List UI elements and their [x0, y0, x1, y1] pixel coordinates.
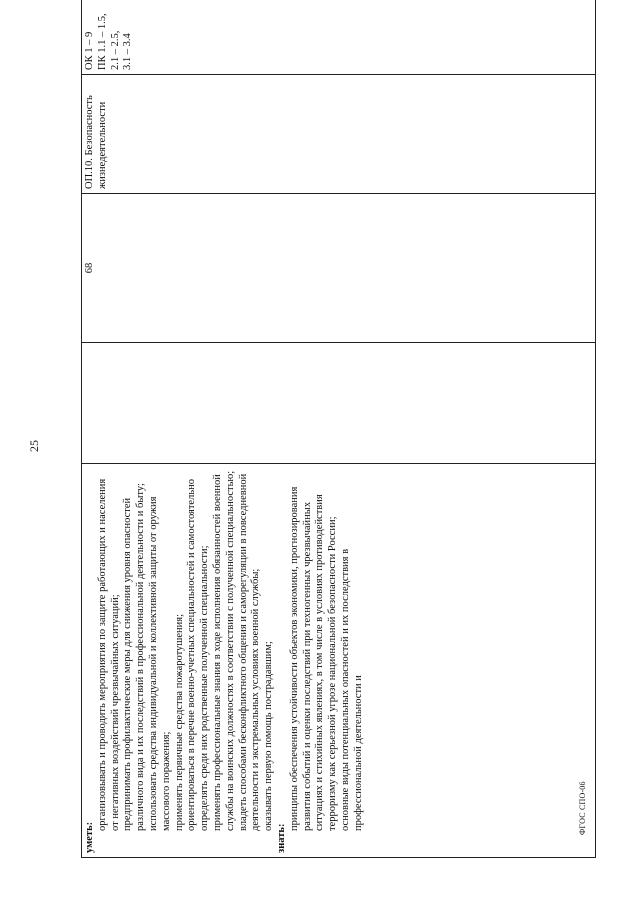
competency-line: ОК 1 – 9: [84, 31, 95, 70]
competency-line: 3.1 – 3.4: [122, 33, 134, 70]
competency-line: ПК 1.1 – 1.5,: [96, 13, 108, 70]
skill-item: организовывать и проводить мероприятия по защите работающих и населения от негативных воздействий чрезвычайных ситуаций;: [96, 478, 121, 831]
table-row: [82, 0, 596, 858]
competency-line: 2.1 – 2.5,: [109, 30, 121, 70]
footer-mark: ФГОС СПО-06: [578, 781, 587, 835]
skill-item: использовать средства индивидуальной и коллективной защиты от оружия массового поражения;: [147, 496, 172, 831]
skills-header: уметь:: [84, 821, 95, 853]
discipline-cell: ОП.10. Безопасность жизнедеятельности: [82, 75, 596, 194]
knowledge-header: знать:: [275, 823, 287, 853]
page-number: 25: [27, 440, 41, 452]
skill-item: применять первичные средства пожаротушения;: [173, 613, 185, 831]
hours-cell: 68: [82, 194, 596, 343]
skill-item: ориентироваться в перечне военно-учетных специальностей и самостоятельно определять среди них родственные полученной специальности;: [186, 479, 211, 831]
skill-item: предпринимать профилактические меры для снижения уровня опасностей различного вида и их последствий в профессиональной деятельности и быту;: [122, 483, 147, 831]
skill-item: оказывать первую помощь пострадавшим;: [263, 641, 275, 831]
knowledge-item: принципы обеспечения устойчивости объектов экономики, прогнозирования развития событий и оценки последствий при техногенных чрезвычайных ситуациях и стихийных явлениях, в том числе в условиях противодействия терроризму как серьезной угрозе национальной безопасности России;: [288, 486, 339, 831]
knowledge-item: основные виды потенциальных опасностей и их последствия в профессиональной деятельности и: [339, 548, 364, 831]
empty-cell: [82, 343, 596, 464]
competencies-cell: [82, 0, 596, 75]
skill-item: владеть способами бесконфликтного общения и саморегуляции в повседневной деятельности и экстремальных условиях военной службы;: [237, 473, 262, 831]
skill-item: применять профессиональные знания в ходе исполнения обязанностей военной службы на воинских должностях в соответствии с полученной специальностью;: [211, 470, 236, 831]
curriculum-table: [81, 0, 596, 858]
skills-knowledge-cell: [82, 464, 596, 858]
curriculum-table-rotated: [81, 14, 596, 858]
